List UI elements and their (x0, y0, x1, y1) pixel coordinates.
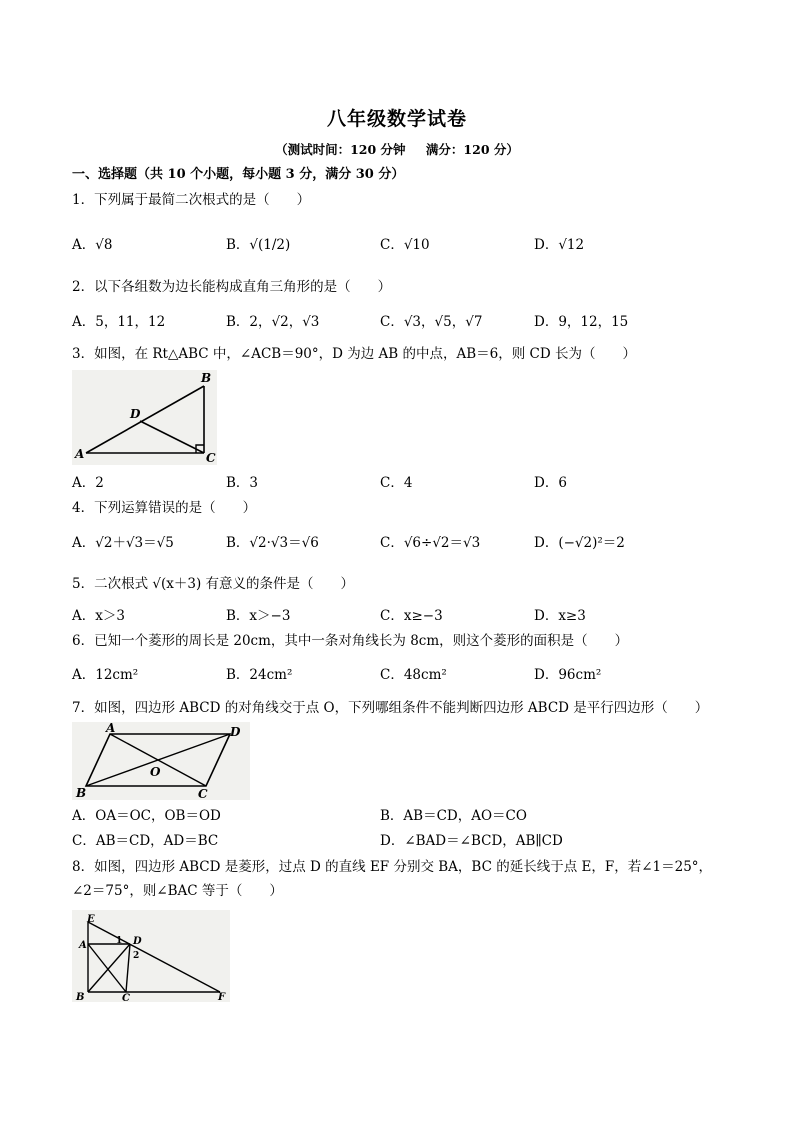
question-1-option-b: B．√(1/2) (226, 237, 291, 253)
question-2-option-c: C．√3，√5，√7 (380, 314, 483, 330)
question-7-figure (72, 722, 250, 800)
question-7-option-b: B．AB＝CD，AO＝CO (380, 808, 527, 824)
fig8-label-b: B (76, 992, 85, 1002)
question-5-option-b: B．x＞−3 (226, 608, 291, 624)
fig7-label-c: C (198, 787, 208, 800)
section-heading: 一、选择题（共 10 个小题，每小题 3 分，满分 30 分） (72, 167, 405, 182)
exam-info (0, 140, 794, 158)
question-5-option-a: A．x＞3 (72, 608, 125, 624)
question-4-option-c: C．√6÷√2＝√3 (380, 535, 481, 551)
question-1-option-c: C．√10 (380, 237, 430, 253)
question-7-option-a: A．OA＝OC，OB＝OD (72, 808, 221, 824)
question-6-option-b: B．24cm² (226, 667, 293, 683)
question-3-option-d: D．6 (534, 475, 567, 491)
fig7-label-a: A (106, 722, 116, 735)
question-6-option-a: A．12cm² (72, 667, 139, 683)
fig7-label-b: B (76, 786, 87, 800)
fig7-label-d: D (230, 725, 241, 739)
question-8-stem: 8．如图，四边形 ABCD 是菱形，过点 D 的直线 EF 分别交 BA，BC 的延长线于点 E，F，若∠1＝25°， (72, 859, 713, 875)
question-7-stem: 7．如图，四边形 ABCD 的对角线交于点 O，下列哪组条件不能判断四边形 ABCD 是平行四边形（ ） (72, 700, 709, 716)
fig8-label-angle2: 2 (133, 951, 140, 961)
question-1-stem: 1．下列属于最简二次根式的是（ ） (72, 192, 311, 208)
fig3-label-b: B (201, 371, 212, 385)
question-3-stem: 3．如图，在 Rt△ABC 中，∠ACB＝90°，D 为边 AB 的中点，AB＝6，则 CD 长为（ ） (72, 346, 636, 362)
exam-time: （测试时间：120 分钟 (275, 142, 406, 157)
fig3-label-a: A (75, 447, 85, 461)
page-title: 八年级数学试卷 (326, 108, 467, 130)
question-4-stem: 4．下列运算错误的是（ ） (72, 500, 257, 516)
question-5-option-d: D．x≥3 (534, 608, 586, 624)
question-3-option-b: B．3 (226, 475, 259, 491)
question-1-option-d: D．√12 (534, 237, 585, 253)
fig7-label-o: O (150, 765, 161, 779)
fig8-label-d: D (133, 936, 142, 947)
question-3-option-a: A．2 (72, 475, 104, 491)
question-5-stem: 5．二次根式 √(x＋3) 有意义的条件是（ ） (72, 576, 355, 592)
question-7-option-c: C．AB＝CD，AD＝BC (72, 833, 219, 849)
fig8-label-c: C (122, 993, 130, 1002)
question-6-option-c: C．48cm² (380, 667, 447, 683)
question-7-option-d: D．∠BAD＝∠BCD，AB∥CD (380, 833, 563, 849)
question-8-figure (72, 910, 230, 1002)
question-4-option-a: A．√2＋√3＝√5 (72, 535, 174, 551)
question-3-figure (72, 370, 217, 465)
question-5-option-c: C．x≥−3 (380, 608, 443, 624)
question-8-stem-continued: ∠2＝75°，则∠BAC 等于（ ） (72, 883, 283, 899)
question-2-option-a: A．5，11，12 (72, 314, 166, 330)
question-6-stem: 6．已知一个菱形的周长是 20cm，其中一条对角线长为 8cm，则这个菱形的面积是（ ） (72, 633, 629, 649)
fig8-label-angle1: 1 (116, 936, 123, 946)
question-4-option-b: B．√2·√3＝√6 (226, 535, 319, 551)
question-2-stem: 2．以下各组数为边长能构成直角三角形的是（ ） (72, 279, 392, 295)
exam-score: 满分：120 分） (425, 142, 519, 157)
fig3-label-c: C (206, 451, 216, 465)
question-1-option-a: A．√8 (72, 237, 113, 253)
fig8-label-f: F (218, 992, 226, 1002)
question-3-option-c: C．4 (380, 475, 413, 491)
fig3-label-d: D (130, 407, 141, 421)
question-6-option-d: D．96cm² (534, 667, 602, 683)
fig8-label-a: A (79, 940, 87, 951)
question-2-option-d: D．9，12，15 (534, 314, 629, 330)
fig8-label-e: E (87, 914, 95, 925)
question-4-option-d: D．(−√2)²＝2 (534, 535, 625, 551)
question-2-option-b: B．2，√2，√3 (226, 314, 320, 330)
